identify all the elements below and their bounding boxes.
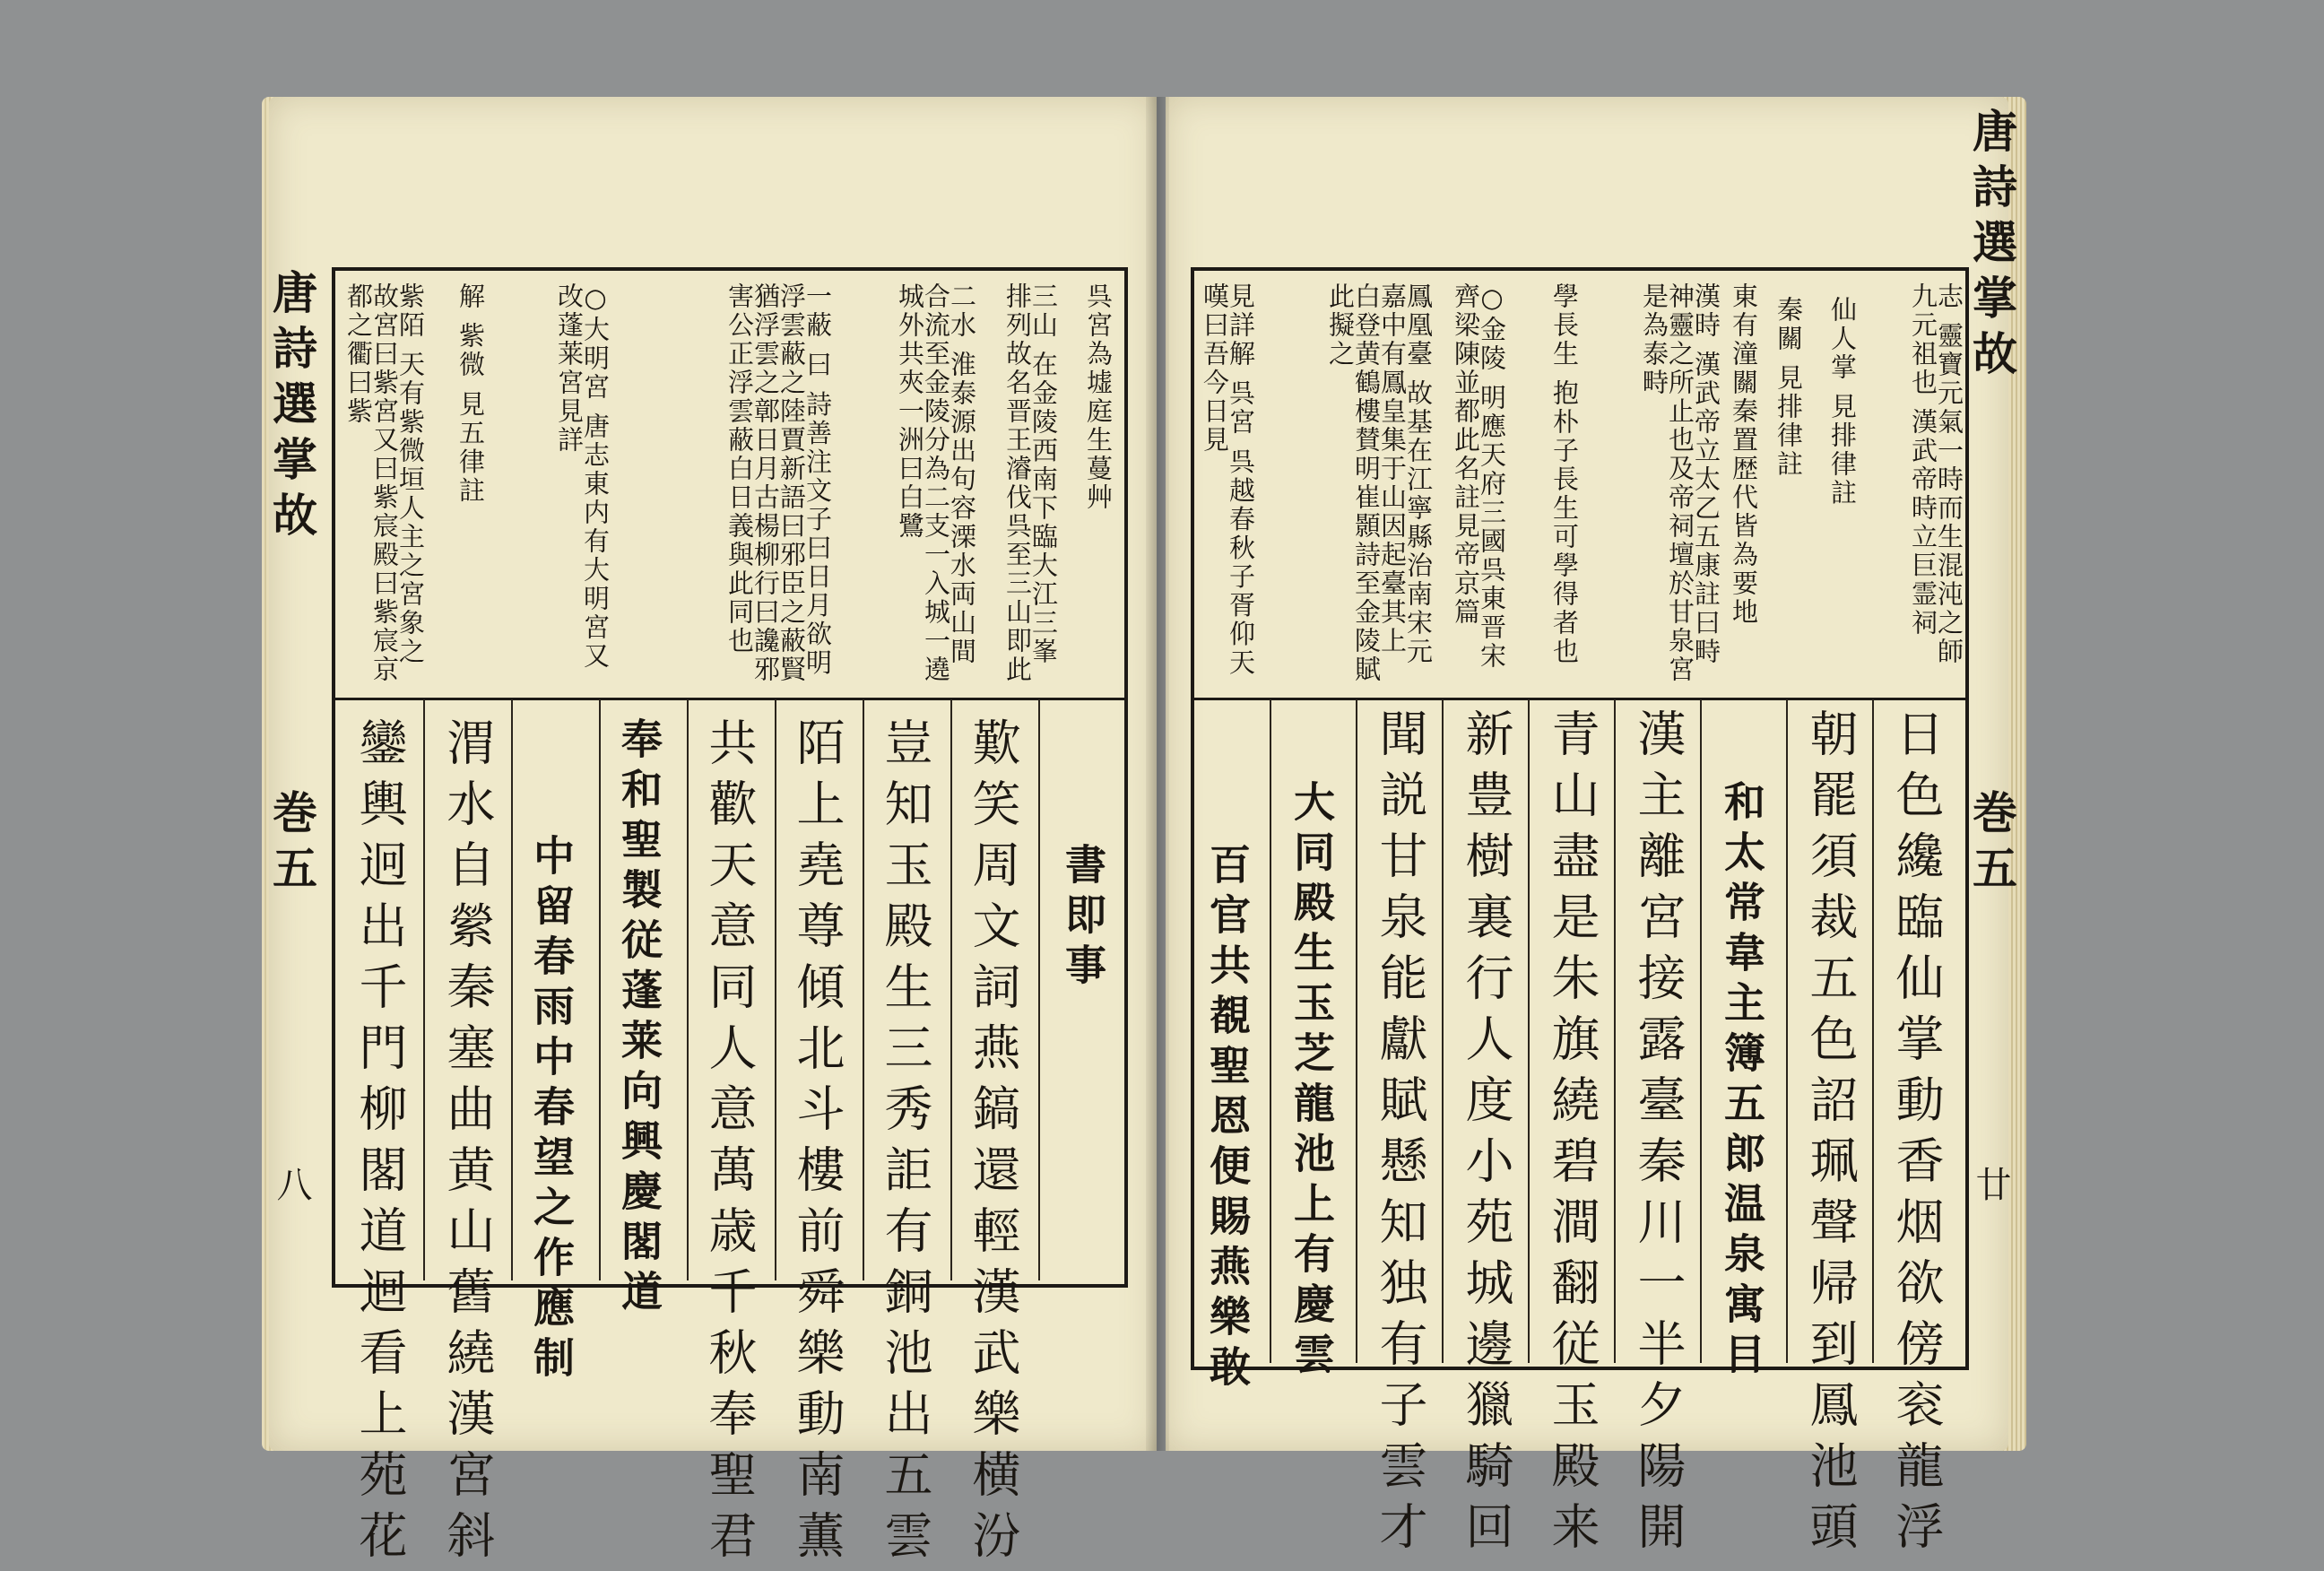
poem-line: 陌上堯尊傾北斗樓前舜樂動南薫 [789,717,845,1571]
left-note-column: ○大明宮 唐志東内有大明宮又改蓬莱宮見詳 [554,282,611,672]
left-note-column: 二水 淮泰源出句容溧水両山間合流至金陵分為二支一入城一遶城外共夾一洲曰白鷺 [895,282,977,684]
right-volume-label: 巻五 [1965,789,2018,900]
right-note-divider [1191,698,1969,700]
poem-line: 日色纔臨仙掌動香烟欲傍衮龍浮 [1888,708,1945,1562]
poem-line: 豈知玉殿生三秀詎有銅池出五雲 [877,717,933,1571]
column-rule [775,699,776,1280]
poem-title: 書即事 [1059,843,1107,994]
left-note-column: 解 紫微 見五律註 [455,282,486,506]
column-rule [950,699,952,1280]
left-note-column: 一蔽 曰 詩善注文子曰日月欲明浮雲蔽之陸賈新語曰邪臣之蔽賢猶浮雲之鄣日月古楊柳行曰讒邪害公正浮雲蔽白日義與此同也 [724,282,833,684]
column-rule [1786,699,1788,1363]
column-rule [1528,699,1530,1363]
poem-line: 歎笑周文詞燕鎬還輕漢武樂横汾 [965,717,1021,1571]
right-note-column: 仙人掌 見排律註 [1827,296,1858,508]
poem-title: 和太常韋主簿五郎温泉寓目 [1718,780,1766,1383]
book-gutter [1146,97,1169,1451]
column-rule [1614,699,1616,1363]
right-note-column: 志 靈寶元氣一時而生混沌之師九元祖也 漢武帝時立巨霊祠 [1908,282,1964,667]
poem-title: 中留春雨中春望之作應制 [527,834,576,1386]
poem-line: 渭水自縈秦塞曲黄山舊繞漢宮斜 [439,717,496,1571]
left-note-divider [332,698,1128,700]
column-rule [687,699,689,1280]
left-folio: 八 [271,1166,312,1207]
poem-line: 朝罷須裁五色詔珮聲帰到鳳池頭 [1802,708,1859,1562]
right-note-column: 學長生 抱朴子長生可學得者也 [1549,282,1580,667]
poem-line: 共歡天意同人意萬歳千秋奉聖君 [701,717,758,1571]
column-rule [423,699,425,1280]
right-note-column: 見詳解 呉宮 呉越春秋子胥仰天嘆曰吾今日見 [1200,282,1256,678]
column-rule [1038,699,1040,1280]
poem-line: 新豊樹裏行人度小苑城邊獵騎回 [1458,708,1514,1562]
right-margin-title: 唐詩選掌故 [1965,108,2018,386]
poem-title: 百官共覩聖恩便賜燕樂敢 [1203,843,1252,1395]
left-note-column: 三山 在金陵西南下臨大江三峯排列故名晋王濬伐呉至三山即此 [1002,282,1059,684]
left-margin-title: 唐詩選掌故 [265,269,318,547]
column-rule [1700,699,1702,1363]
poem-line: 鑾輿迥出千門柳閣道迴看上苑花 [351,717,408,1571]
right-note-column: 秦關 見排律註 [1773,296,1804,480]
column-rule [1356,699,1357,1363]
poem-line: 青山盡是朱旗繞碧澗翻従玉殿来 [1544,708,1600,1562]
right-note-column: ○金陵 明應天府三國呉東晋宋齊梁陳並都此名註見帝京篇 [1451,282,1507,672]
poem-title: 大同殿生玉芝龍池上有慶雲 [1288,780,1336,1383]
right-note-column: 漢時 漢武帝立太乙五康註曰畤神靈之所止也及帝祠壇於甘泉宮是為泰畤 [1639,282,1721,684]
column-rule [1270,699,1271,1363]
right-folio: 廿 [1970,1166,2011,1207]
left-note-column: 紫陌 天有紫微垣人主之宮象之故宮曰紫宮又曰紫宸殿曰紫宸京都之衢曰紫 [343,282,426,684]
poem-title: 奉和聖製従蓬莱向興慶閣道 [615,717,663,1320]
column-rule [1872,699,1874,1363]
column-rule [511,699,513,1280]
column-rule [863,699,864,1280]
left-note-column: 呉宮為墟庭生蔓艸 [1083,282,1114,512]
poem-line: 漢主離宮接露臺秦川一半夕陽開 [1630,708,1687,1562]
column-rule [599,699,601,1280]
right-note-column: 鳳凰臺 故基在江寧縣治南宋元嘉中有鳳皇集于山因起臺其上 白登黄鶴樓賛明崔顥詩至金陵賦此擬之 [1325,282,1434,684]
column-rule [1442,699,1444,1363]
right-note-column: 東有潼關秦置歴代皆為要地 [1729,282,1759,627]
poem-line: 聞説甘泉能獻賦懸知独有子雲才 [1372,708,1428,1562]
left-volume-label: 巻五 [265,789,318,900]
